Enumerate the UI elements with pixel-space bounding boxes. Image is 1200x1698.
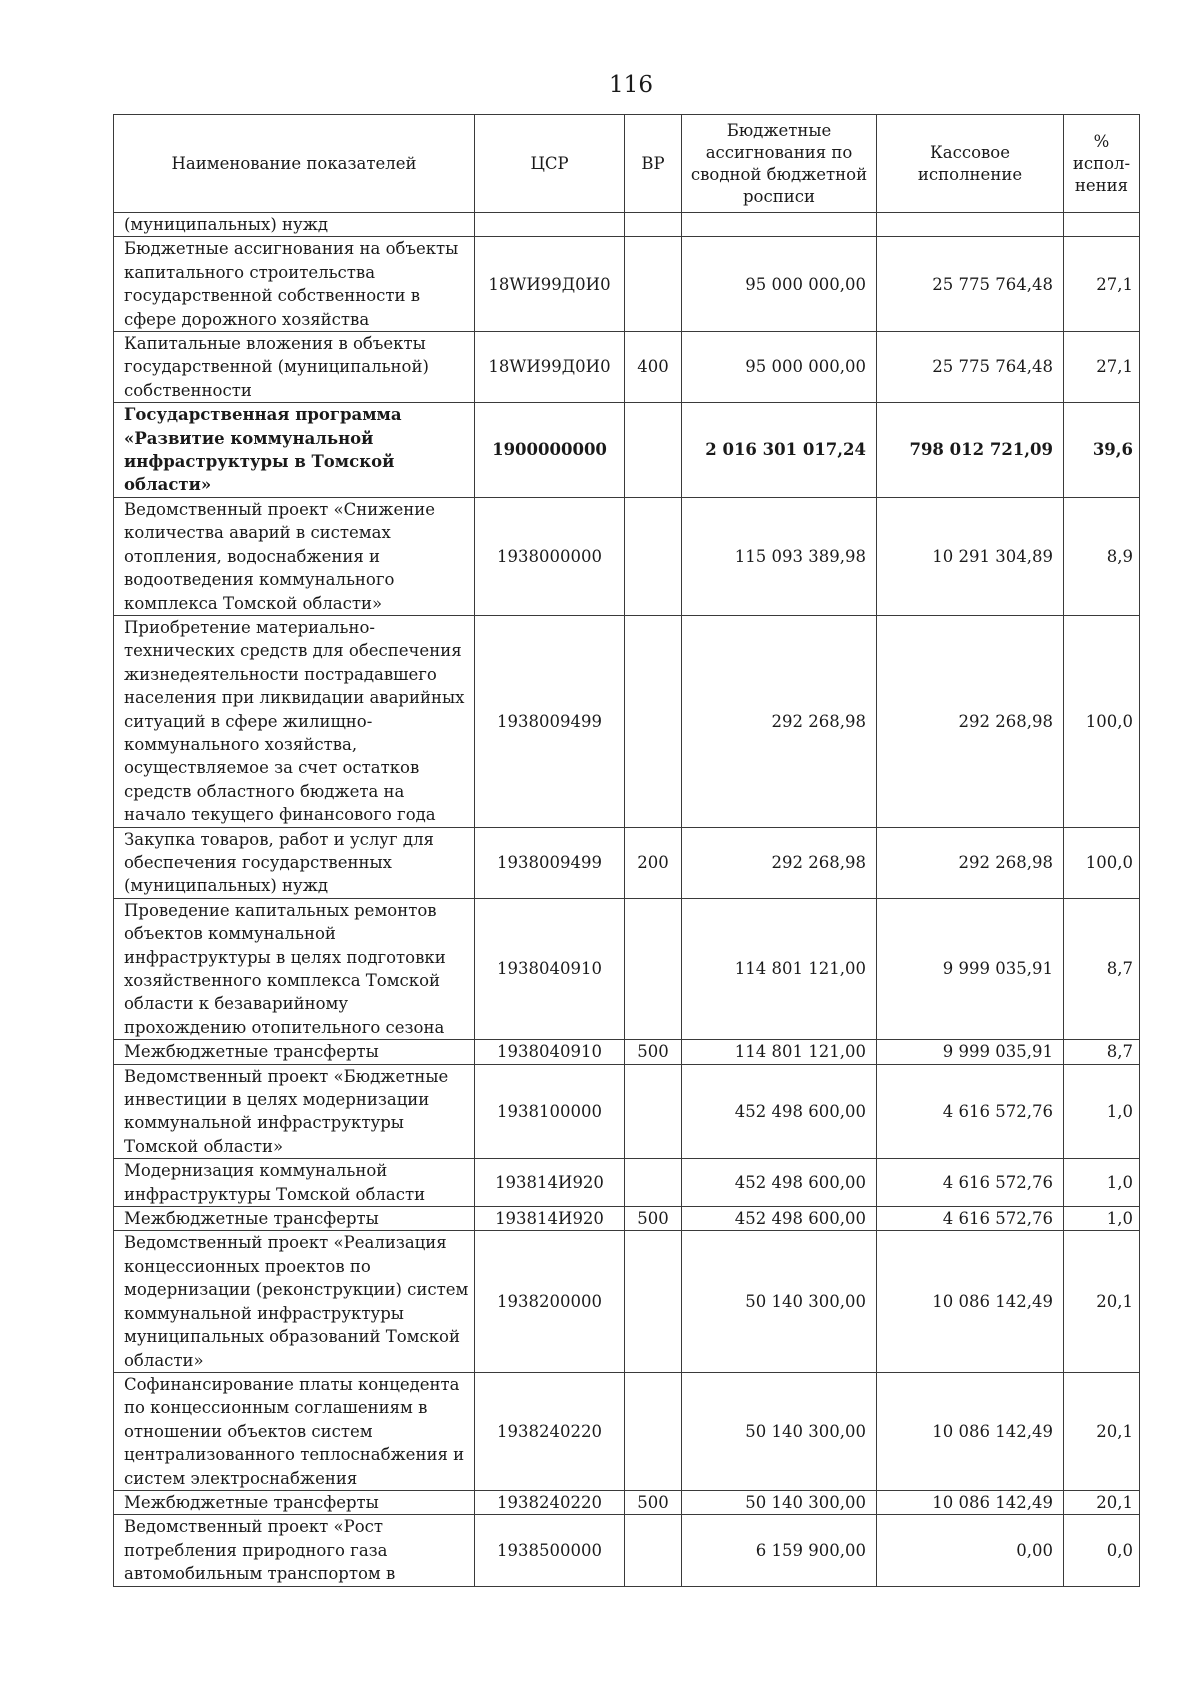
table-row <box>114 1515 1140 1586</box>
row-vr-cell <box>625 1372 682 1490</box>
row-name-cell: Межбюджетные трансферты <box>114 1040 475 1064</box>
header-vr: ВР <box>625 115 682 213</box>
row-code-cell: 1938009499 <box>475 615 625 827</box>
table-row <box>114 1159 1140 1207</box>
row-code-cell: 193814И920 <box>475 1159 625 1207</box>
row-executed-cell: 25 775 764,48 <box>877 237 1064 332</box>
row-code-cell: 18WИ99Д0И0 <box>475 332 625 403</box>
row-name-cell: Приобретение материально-технических средств для обеспечения жизнедеятельности пострадавшего населения при ликвидации аварийных ситуаций в сфере жилищно-коммунального хозяйства, осуществляемое за счет остатков средств областного бюджета на начало текущего финансового года <box>114 615 475 827</box>
table-row <box>114 827 1140 898</box>
row-executed-cell: 798 012 721,09 <box>877 403 1064 498</box>
row-code-cell: 1938009499 <box>475 827 625 898</box>
row-vr-cell <box>625 615 682 827</box>
table-row <box>114 237 1140 332</box>
table-row <box>114 1064 1140 1159</box>
row-name-cell: Межбюджетные трансферты <box>114 1207 475 1231</box>
row-code-cell: 1938200000 <box>475 1231 625 1372</box>
row-code-cell: 1938040910 <box>475 1040 625 1064</box>
row-name-cell: Софинансирование платы концедента по концессионным соглашениям в отношении объектов систем централизованного теплоснабжения и систем электроснабжения <box>114 1372 475 1490</box>
row-name-cell: Проведение капитальных ремонтов объектов коммунальной инфраструктуры в целях подготовки хозяйственного комплекса Томской области к безаварийному прохождению отопительного сезона <box>114 898 475 1039</box>
row-vr-cell <box>625 403 682 498</box>
row-vr-cell <box>625 1159 682 1207</box>
table-row <box>114 332 1140 403</box>
row-executed-cell: 25 775 764,48 <box>877 332 1064 403</box>
table-row <box>114 403 1140 498</box>
row-assigned-cell: 50 140 300,00 <box>682 1372 877 1490</box>
row-percent-cell: 27,1 <box>1064 237 1140 332</box>
row-vr-cell: 500 <box>625 1040 682 1064</box>
row-assigned-cell: 292 268,98 <box>682 615 877 827</box>
header-assigned: Бюджетные ассигнования по сводной бюджетной росписи <box>682 115 877 213</box>
table-header-row <box>114 115 1140 213</box>
row-vr-cell: 500 <box>625 1207 682 1231</box>
row-percent-cell: 1,0 <box>1064 1159 1140 1207</box>
row-executed-cell: 10 291 304,89 <box>877 497 1064 615</box>
row-assigned-cell: 452 498 600,00 <box>682 1207 877 1231</box>
row-percent-cell: 20,1 <box>1064 1372 1140 1490</box>
table-row <box>114 1207 1140 1231</box>
row-name-cell: Ведомственный проект «Бюджетные инвестиции в целях модернизации коммунальной инфраструктуры Томской области» <box>114 1064 475 1159</box>
header-executed: Кассовое исполнение <box>877 115 1064 213</box>
row-executed-cell: 10 086 142,49 <box>877 1231 1064 1372</box>
row-assigned-cell: 95 000 000,00 <box>682 237 877 332</box>
row-assigned-cell: 114 801 121,00 <box>682 1040 877 1064</box>
row-executed-cell: 9 999 035,91 <box>877 1040 1064 1064</box>
row-code-cell: 18WИ99Д0И0 <box>475 237 625 332</box>
row-assigned-cell: 292 268,98 <box>682 827 877 898</box>
table-body <box>114 213 1140 1587</box>
row-assigned-cell: 114 801 121,00 <box>682 898 877 1039</box>
row-assigned-cell: 452 498 600,00 <box>682 1159 877 1207</box>
row-code-cell: 1900000000 <box>475 403 625 498</box>
row-code-cell: 1938000000 <box>475 497 625 615</box>
row-executed-cell: 0,00 <box>877 1515 1064 1586</box>
row-executed-cell: 10 086 142,49 <box>877 1372 1064 1490</box>
row-assigned-cell: 115 093 389,98 <box>682 497 877 615</box>
row-executed-cell: 10 086 142,49 <box>877 1490 1064 1514</box>
row-percent-cell: 20,1 <box>1064 1231 1140 1372</box>
row-executed-cell: 4 616 572,76 <box>877 1207 1064 1231</box>
row-assigned-cell: 452 498 600,00 <box>682 1064 877 1159</box>
table-row <box>114 1372 1140 1490</box>
row-assigned-cell: 50 140 300,00 <box>682 1231 877 1372</box>
table-row <box>114 898 1140 1039</box>
row-vr-cell <box>625 898 682 1039</box>
row-name-cell: Ведомственный проект «Снижение количества аварий в системах отопления, водоснабжения и водоотведения коммунального комплекса Томской области» <box>114 497 475 615</box>
row-code-cell: 1938240220 <box>475 1490 625 1514</box>
row-percent-cell: 100,0 <box>1064 615 1140 827</box>
row-name-cell: Ведомственный проект «Реализация концессионных проектов по модернизации (реконструкции) систем коммунальной инфраструктуры муниципальных образований Томской области» <box>114 1231 475 1372</box>
row-executed-cell: 4 616 572,76 <box>877 1159 1064 1207</box>
table-row <box>114 1040 1140 1064</box>
row-executed-cell: 9 999 035,91 <box>877 898 1064 1039</box>
row-name-cell: Ведомственный проект «Рост потребления природного газа автомобильным транспортом в <box>114 1515 475 1586</box>
table-row <box>114 615 1140 827</box>
row-code-cell <box>475 213 625 237</box>
table-row <box>114 497 1140 615</box>
row-vr-cell <box>625 1515 682 1586</box>
row-assigned-cell <box>682 213 877 237</box>
row-executed-cell: 292 268,98 <box>877 827 1064 898</box>
row-name-cell: (муниципальных) нужд <box>114 213 475 237</box>
header-name: Наименование показателей <box>114 115 475 213</box>
row-assigned-cell: 50 140 300,00 <box>682 1490 877 1514</box>
table-row <box>114 1490 1140 1514</box>
row-executed-cell: 292 268,98 <box>877 615 1064 827</box>
row-percent-cell: 8,7 <box>1064 1040 1140 1064</box>
row-name-cell: Межбюджетные трансферты <box>114 1490 475 1514</box>
budget-table <box>113 114 1140 1587</box>
row-name-cell: Государственная программа «Развитие коммунальной инфраструктуры в Томской области» <box>114 403 475 498</box>
row-vr-cell <box>625 237 682 332</box>
row-code-cell: 1938240220 <box>475 1372 625 1490</box>
header-percent: % испол- нения <box>1064 115 1140 213</box>
row-percent-cell: 1,0 <box>1064 1064 1140 1159</box>
row-name-cell: Бюджетные ассигнования на объекты капитального строительства государственной собственности в сфере дорожного хозяйства <box>114 237 475 332</box>
row-vr-cell: 500 <box>625 1490 682 1514</box>
row-assigned-cell: 95 000 000,00 <box>682 332 877 403</box>
row-percent-cell: 8,7 <box>1064 898 1140 1039</box>
page-number: 116 <box>609 72 653 98</box>
header-code: ЦСР <box>475 115 625 213</box>
row-percent-cell: 27,1 <box>1064 332 1140 403</box>
row-code-cell: 1938500000 <box>475 1515 625 1586</box>
row-assigned-cell: 6 159 900,00 <box>682 1515 877 1586</box>
table-row <box>114 1231 1140 1372</box>
row-vr-cell: 200 <box>625 827 682 898</box>
row-vr-cell <box>625 497 682 615</box>
row-code-cell: 1938100000 <box>475 1064 625 1159</box>
row-vr-cell <box>625 213 682 237</box>
row-name-cell: Модернизация коммунальной инфраструктуры Томской области <box>114 1159 475 1207</box>
row-percent-cell: 8,9 <box>1064 497 1140 615</box>
row-percent-cell: 100,0 <box>1064 827 1140 898</box>
row-name-cell: Закупка товаров, работ и услуг для обеспечения государственных (муниципальных) нужд <box>114 827 475 898</box>
row-assigned-cell: 2 016 301 017,24 <box>682 403 877 498</box>
table-row <box>114 213 1140 237</box>
row-vr-cell: 400 <box>625 332 682 403</box>
row-vr-cell <box>625 1064 682 1159</box>
row-percent-cell: 39,6 <box>1064 403 1140 498</box>
row-code-cell: 1938040910 <box>475 898 625 1039</box>
row-percent-cell: 20,1 <box>1064 1490 1140 1514</box>
row-percent-cell: 0,0 <box>1064 1515 1140 1586</box>
row-vr-cell <box>625 1231 682 1372</box>
row-percent-cell: 1,0 <box>1064 1207 1140 1231</box>
row-percent-cell <box>1064 213 1140 237</box>
row-name-cell: Капитальные вложения в объекты государственной (муниципальной) собственности <box>114 332 475 403</box>
row-executed-cell <box>877 213 1064 237</box>
row-executed-cell: 4 616 572,76 <box>877 1064 1064 1159</box>
row-code-cell: 193814И920 <box>475 1207 625 1231</box>
